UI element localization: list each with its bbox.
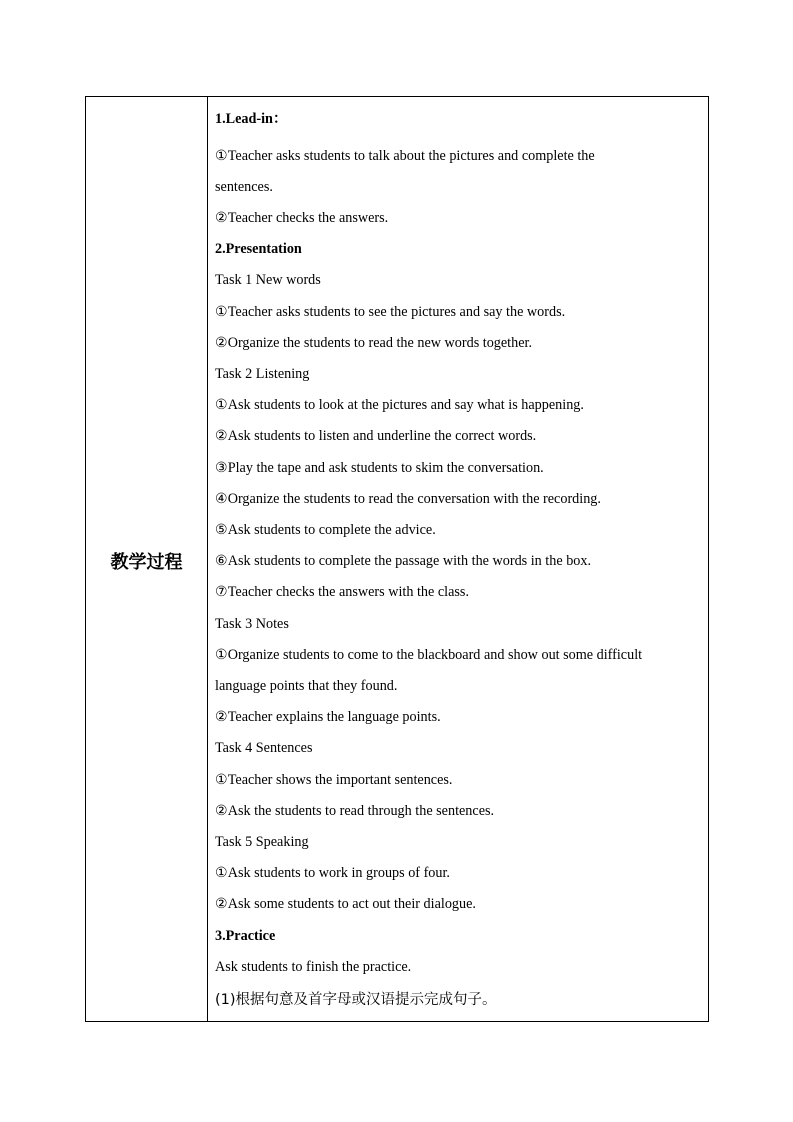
text-line: ②Ask some students to act out their dialogue. [215,896,476,912]
exercise-instruction: (1)根据句意及首字母或汉语提示完成句子。 [215,992,497,1008]
text-line: language points that they found. [215,678,398,694]
text-line: ①Teacher asks students to talk about the pictures and complete the [215,148,595,164]
text-line: ①Organize students to come to the blackboard and show out some difficult [215,647,643,663]
lead-in-heading: 1.Lead-in： [215,111,288,127]
task-heading: Task 5 Speaking [215,834,309,850]
task-heading: Task 3 Notes [215,616,289,632]
text-line: ④Organize the students to read the conversation with the recording. [215,491,601,507]
teaching-process-table [85,96,709,1022]
text-line: ①Teacher asks students to see the pictures and say the words. [215,304,566,320]
presentation-heading: 2.Presentation [215,241,302,257]
text-line: Ask students to finish the practice. [215,959,412,975]
text-line: ①Ask students to work in groups of four. [215,865,450,881]
text-line: ②Ask students to listen and underline the correct words. [215,428,537,444]
text-line: ②Ask the students to read through the sentences. [215,803,495,819]
text-line: ⑦Teacher checks the answers with the class. [215,584,469,600]
text-line: sentences. [215,179,273,195]
task-heading: Task 2 Listening [215,366,310,382]
section-label: 教学过程 [110,552,183,573]
content-cell [208,97,708,1021]
text-line: ①Ask students to look at the pictures and say what is happening. [215,397,584,413]
practice-heading: 3.Practice [215,928,276,944]
text-line: ⑤Ask students to complete the advice. [215,522,436,538]
task-heading: Task 1 New words [215,272,321,288]
text-line: ③Play the tape and ask students to skim the conversation. [215,460,544,476]
section-label-cell [86,97,208,1021]
text-line: ①Teacher shows the important sentences. [215,772,453,788]
text-line: ②Teacher explains the language points. [215,709,441,725]
task-heading: Task 4 Sentences [215,740,313,756]
text-line: ②Teacher checks the answers. [215,210,389,226]
text-line: ②Organize the students to read the new words together. [215,335,533,351]
text-line: ⑥Ask students to complete the passage with the words in the box. [215,553,592,569]
